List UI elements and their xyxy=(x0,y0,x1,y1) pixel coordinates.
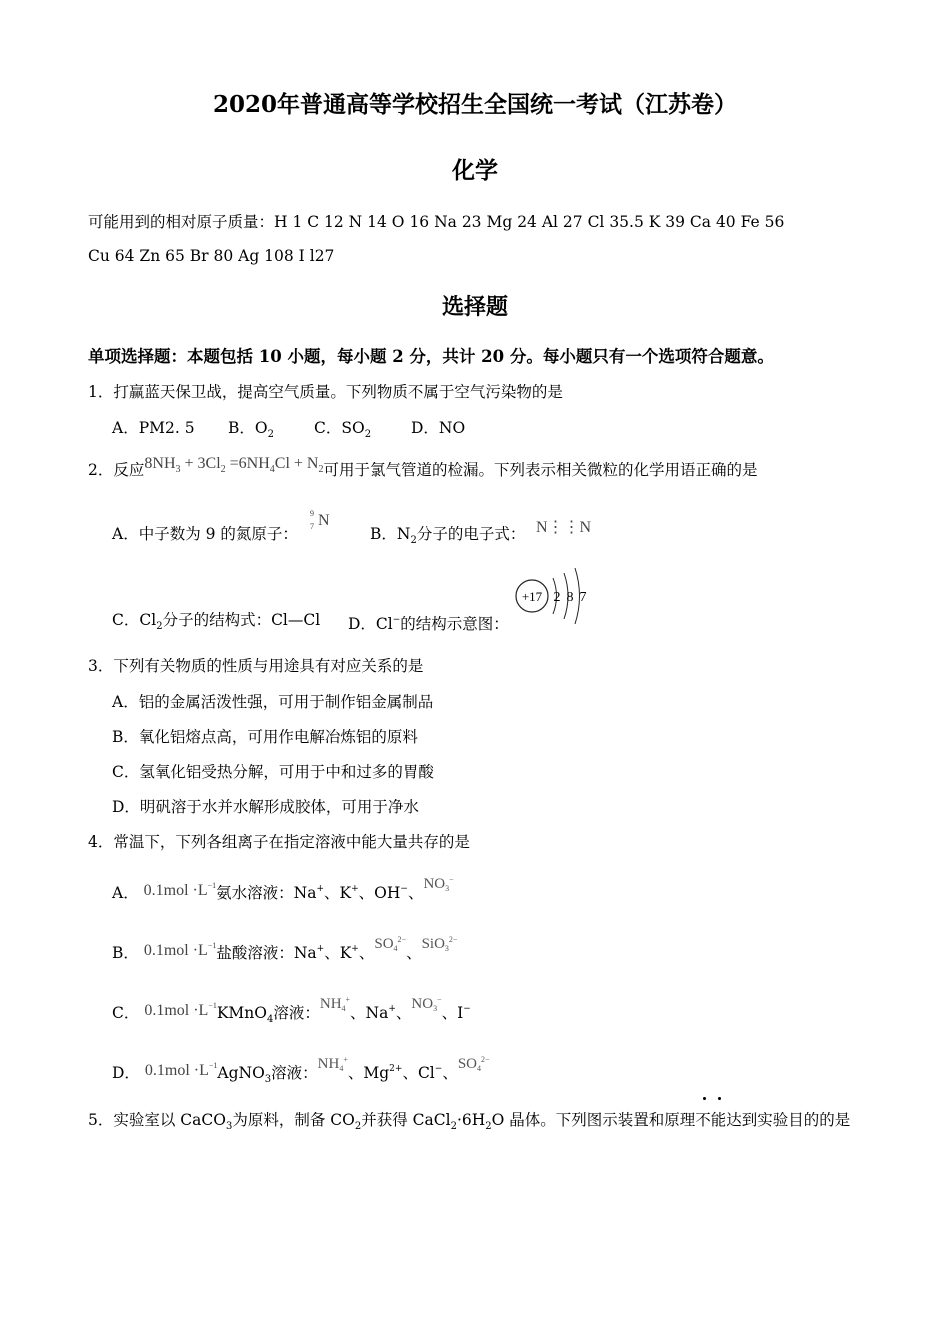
q4-option-c: C． $0.1mol \cdot L^{-1}KMnO_4$溶液：$NH_4^+$、Na+、$NO_3^-$、I− xyxy=(112,995,471,1025)
q2-number: 2． xyxy=(88,461,114,479)
q2-stem xyxy=(88,455,758,487)
q5-stem: 5．实验室以 CaCO$_3$为原料，制备 $CO_2$并获得 $CaCl_2\cdot 6H_2O$ 晶体。下列图示装置和原理不能达到实验目的的是 xyxy=(88,1111,851,1132)
q3-stem xyxy=(88,656,423,676)
atomic-masses-line-1: 可能用到的相对原子质量：H 1 C 12 N 14 O 16 Na 23 Mg 24 Al 27 Cl 35.5 K 39 Ca 40 Fe 56 xyxy=(88,213,785,231)
shell-1-electrons: 2 xyxy=(553,590,561,605)
concentration: $0.1mol \cdot L^{-1}$ xyxy=(143,881,217,899)
q3-option-d: D．明矾溶于水并水解形成胶体，可用于净水 xyxy=(112,798,419,816)
shell-3-electrons: 7 xyxy=(579,590,587,605)
exam-title: 2020年普通高等学校招生全国统一考试（江苏卷） xyxy=(212,91,737,118)
q1-number: 1． xyxy=(88,383,114,401)
q2-option-c: C．$Cl_2$分子的结构式：Cl—Cl xyxy=(112,611,321,632)
sulfate-ion: $SO_4^{2-}$ xyxy=(374,935,407,953)
q4-number: 4． xyxy=(88,833,114,851)
q2-option-b: B．$N_2$分子的电子式： xyxy=(370,525,526,546)
q4-stem xyxy=(88,832,470,852)
q4-option-b: B． $0.1mol \cdot L^{-1}$盐酸溶液：Na+、K+、$SO_4^{2-}$、SiO$_3^{2-}$ xyxy=(112,935,458,962)
sulfate-ion: $SO_4^{2-}$ xyxy=(457,1055,490,1073)
nitrate-ion: $NO_3^-$ xyxy=(423,875,454,893)
q1-option-a: A．PM2. 5 xyxy=(112,419,195,437)
q3-option-c: C．氢氧化铝受热分解，可用于中和过多的胃酸 xyxy=(112,763,434,781)
nucleus-charge: +17 xyxy=(521,589,543,604)
q3-text: 下列有关物质的性质与用途具有对应关系的是 xyxy=(113,657,424,675)
ammonium-ion: $NH_4^+$ xyxy=(317,1055,348,1073)
q4-option-a: A． $0.1mol \cdot L^{-1}$氨水溶液：Na+、K+、OH−、$NO_3^-$ xyxy=(112,875,454,902)
atomic-masses-line-2: Cu 64 Zn 65 Br 80 Ag 108 I l27 xyxy=(88,247,335,265)
instructions: 单项选择题：本题包括 10 小题，每小题 2 分，共计 20 分。每小题只有一个选项符合题意。 xyxy=(88,347,774,366)
subject-title: 化学 xyxy=(452,157,498,184)
q2-text-pre: 反应 xyxy=(113,461,145,479)
concentration: $0.1mol \cdot L^{-1}$ xyxy=(144,1061,218,1079)
silicate-ion: SiO$_3^{2-}$ xyxy=(421,935,458,953)
q2-electron-formula: N⋮⋮N xyxy=(536,519,592,536)
concentration: $0.1mol \cdot L^{-1}$ xyxy=(144,1001,217,1019)
ammonium-ion: $NH_4^+$ xyxy=(319,995,351,1013)
q2-text-post: 可用于氯气管道的检漏。下列表示相关微粒的化学用语正确的是 xyxy=(323,461,758,479)
q3-option-b: B．氧化铝熔点高，可用作电解冶炼铝的原料 xyxy=(112,728,418,746)
nitrate-ion: $NO_3^-$ xyxy=(411,995,442,1013)
q3-number: 3． xyxy=(88,657,114,675)
q4-option-d: D． $0.1mol \cdot L^{-1}AgNO_3$溶液：$NH_4^+$、$Mg^{2+}$、Cl−、$SO_4^{2-}$ xyxy=(112,1055,490,1085)
q1-text: 打赢蓝天保卫战，提高空气质量。下列物质不属于空气污染物的是 xyxy=(113,383,563,401)
q2-nuclide-symbol: 9 7 N xyxy=(310,509,330,531)
q2-option-a: A．中子数为 9 的氮原子： xyxy=(112,525,298,543)
q1-stem xyxy=(88,382,563,402)
shell-2-electrons: 8 xyxy=(566,590,574,605)
concentration: $0.1mol \cdot L^{-1}$ xyxy=(143,941,217,959)
q1-option-b: B．$O_2$ xyxy=(228,419,274,440)
emphasis-dots xyxy=(700,1097,726,1105)
q4-text: 常温下，下列各组离子在指定溶液中能大量共存的是 xyxy=(113,833,470,851)
q3-option-a: A．铝的金属活泼性强，可用于制作铝金属制品 xyxy=(112,693,434,711)
q2-equation: $8NH_3 + 3Cl_2 =6NH_4Cl + N_2$ xyxy=(144,455,324,475)
chloride-ion-structure-diagram xyxy=(512,566,592,624)
q1-option-c: C．$SO_2$ xyxy=(314,419,372,440)
q1-option-d: D．NO xyxy=(411,419,466,437)
q5-number: 5． xyxy=(88,1111,114,1129)
section-title: 选择题 xyxy=(441,294,508,320)
q2-option-d: D．Cl−的结构示意图： xyxy=(348,615,509,633)
